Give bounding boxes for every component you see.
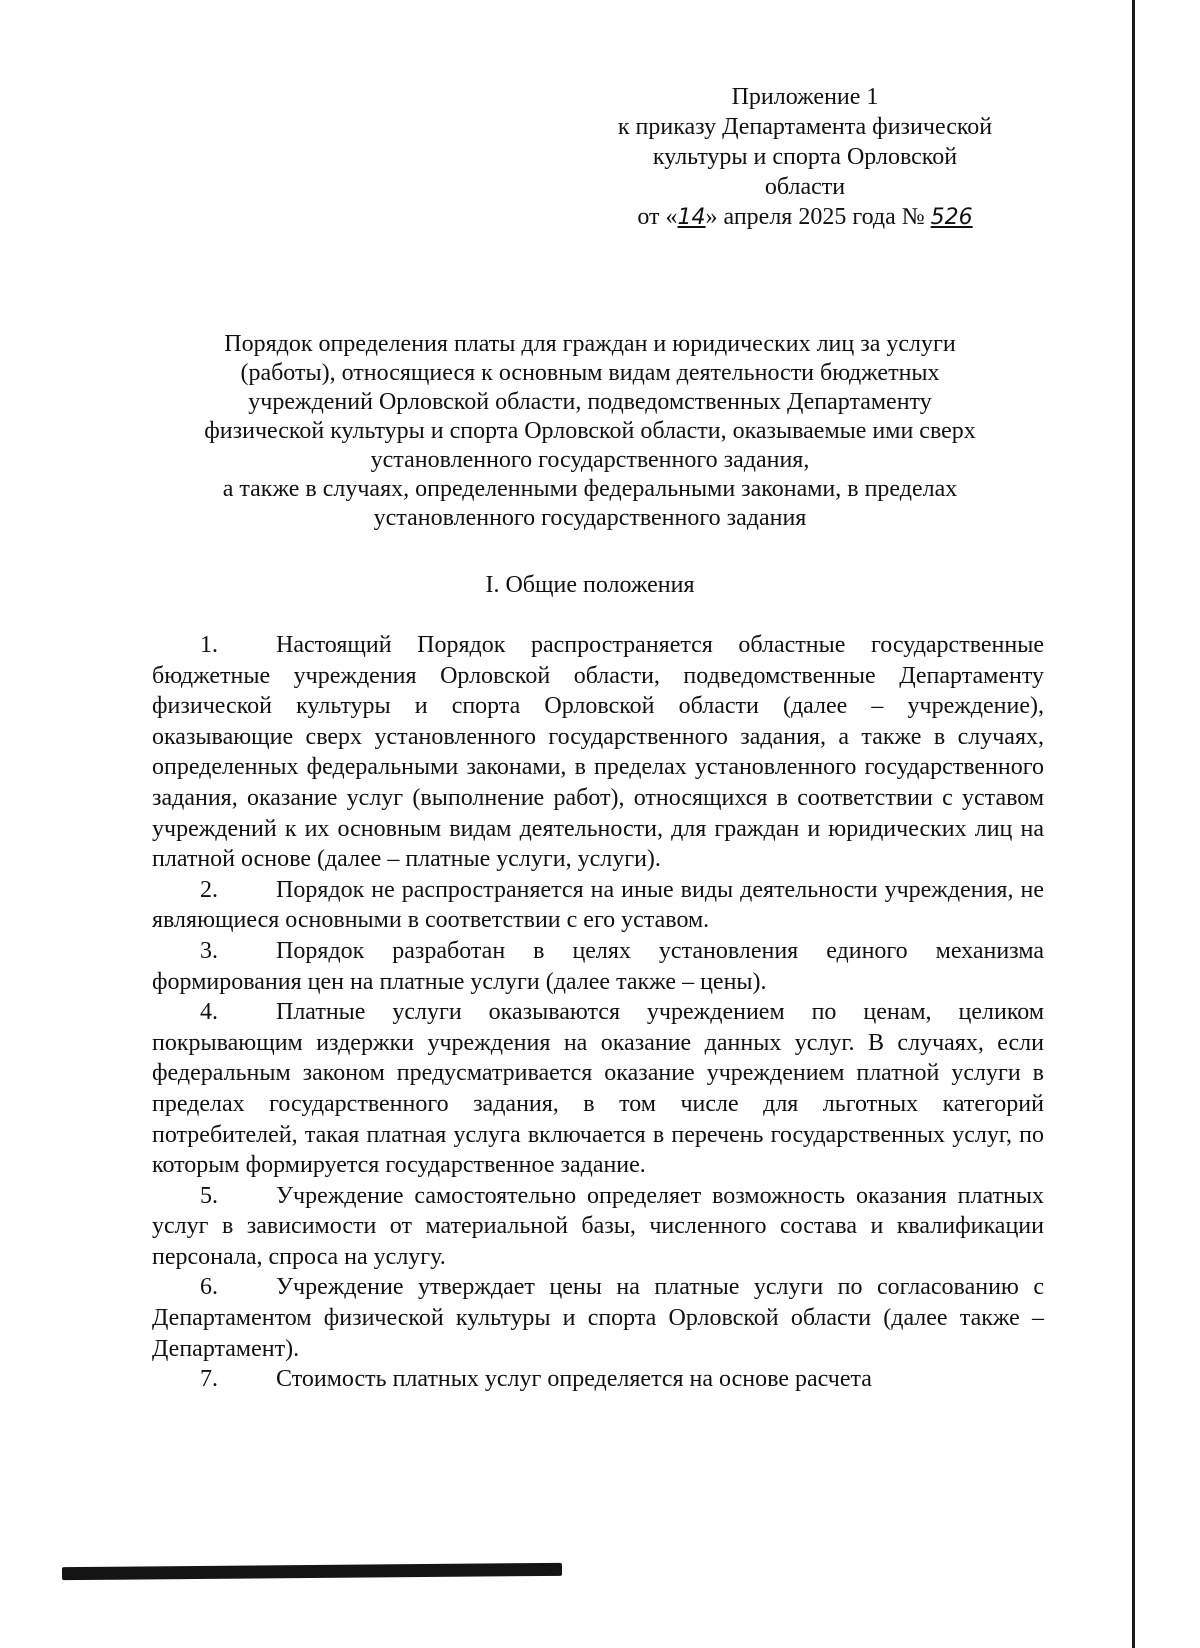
paragraph-text: Настоящий Порядок распространяется областные государственные бюджетные учреждения Орловской области, подведомственные Департаменту физической культуры и спорта Орловской области (далее – учреждение), оказывающие сверх установленного государственного задания, а также в случаях, определенных федеральными законами, в пределах установленного государственного задания, оказание услуг (выполнение работ), относящихся в соответствии с уставом учреждений к их основным видам деятельности, для граждан и юридических лиц на платной основе (далее – платные услуги, услуги). <box>152 632 1044 873</box>
title-line: установленного государственного задания <box>373 505 807 531</box>
annex-title: Приложение 1 <box>731 84 879 110</box>
title-line: физической культуры и спорта Орловской области, оказываемые ими сверх <box>204 418 976 444</box>
paragraph-7 <box>152 1364 1044 1395</box>
paragraph-4 <box>152 997 1044 1181</box>
document-body <box>152 630 1044 1395</box>
document-title <box>150 330 1030 533</box>
scan-artifact-bar <box>62 1563 562 1580</box>
paragraph-number: 2. <box>200 876 218 903</box>
annex-date-prefix: от « <box>637 204 678 230</box>
annex-order-ref-region: области <box>764 174 846 200</box>
paragraph-text: Порядок разработан в целях установления единого механизма формирования цен на платные услуги (далее также – цены). <box>152 937 1044 995</box>
paragraph-number: 4. <box>200 999 218 1026</box>
annex-order-ref-cont: культуры и спорта Орловской <box>652 144 958 170</box>
paragraph-6 <box>152 1272 1044 1364</box>
annex-header <box>580 82 1030 233</box>
paragraph-number: 5. <box>200 1182 218 1209</box>
paragraph-text: Учреждение утверждает цены на платные услуги по согласованию с Департаментом физической культуры и спорта Орловской области (далее также – Департамент). <box>152 1274 1044 1362</box>
annex-order-ref: к приказу Департамента физической <box>617 114 993 140</box>
paragraph-number: 7. <box>200 1366 218 1393</box>
title-line: учреждений Орловской области, подведомственных Департаменту <box>248 389 932 415</box>
paragraph-text: Порядок не распространяется на иные виды деятельности учреждения, не являющиеся основными в соответствии с его уставом. <box>152 876 1044 934</box>
title-line: Порядок определения платы для граждан и юридических лиц за услуги <box>224 331 956 357</box>
annex-order-number: 526 <box>930 205 973 230</box>
paragraph-number: 1. <box>200 632 218 658</box>
section-heading: I. Общие положения <box>485 572 695 598</box>
paragraph-number: 3. <box>200 937 218 964</box>
annex-date-middle: » апреля 2025 года № <box>705 204 931 230</box>
title-line: (работы), относящиеся к основным видам деятельности бюджетных <box>240 360 940 386</box>
title-line: установленного государственного задания, <box>370 447 810 473</box>
paragraph-2 <box>152 875 1044 936</box>
annex-date-day: 14 <box>677 205 706 230</box>
paragraph-text: Платные услуги оказываются учреждением по ценам, целиком покрывающим издержки учреждения на оказание данных услуг. В случаях, если федеральным законом предусматривается оказание учреждением платной услуги в пределах государственного задания, в том числе для льготных категорий потребителей, такая платная услуга включается в перечень государственных услуг, по которым формируется государственное задание. <box>152 999 1044 1179</box>
annex-date-line <box>580 202 1030 233</box>
paragraph-text: Учреждение самостоятельно определяет возможность оказания платных услуг в зависимости от материальной базы, численного состава и квалификации персонала, спроса на услугу. <box>152 1182 1044 1270</box>
title-line: а также в случаях, определенными федеральными законами, в пределах <box>222 476 958 502</box>
paragraph-1 <box>152 630 1044 875</box>
paragraph-5 <box>152 1181 1044 1273</box>
paragraph-3 <box>152 936 1044 997</box>
scan-edge-line <box>1132 0 1135 1648</box>
paragraph-text: Стоимость платных услуг определяется на основе расчета <box>276 1366 872 1393</box>
paragraph-number: 6. <box>200 1274 218 1301</box>
